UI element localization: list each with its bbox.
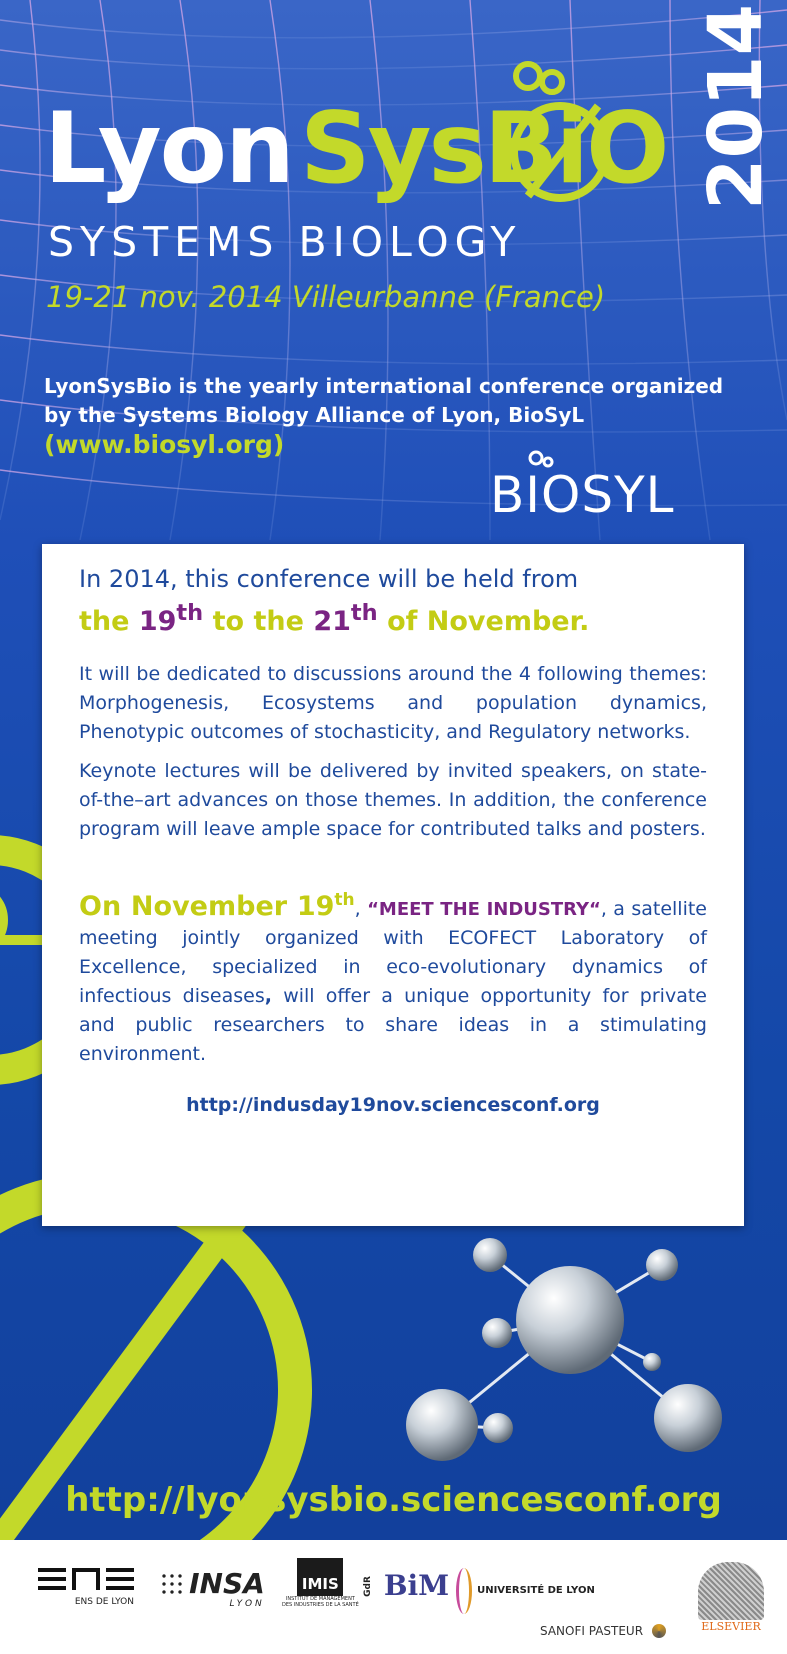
hl-day-start (138, 600, 204, 637)
industry-day-num: 19 (296, 891, 335, 922)
title-lyon: Lyon (44, 92, 293, 206)
udl-swirl-icon (456, 1568, 472, 1614)
biosyl-link[interactable]: (www.biosyl.org) (44, 430, 285, 459)
date-location: 19-21 nov. 2014 Villeurbanne (France) (46, 280, 606, 314)
imis-logo (282, 1558, 359, 1608)
sanofi-swirl-icon (652, 1624, 666, 1638)
info-card (42, 544, 744, 1226)
ens-lyon-logo (38, 1568, 134, 1607)
elsevier-logo (698, 1562, 764, 1633)
gdr-prefix: GdR (362, 1575, 373, 1597)
udl-mark: UNIVERSITÉ DE LYON (477, 1585, 595, 1596)
ens-mark-icon (38, 1568, 134, 1590)
molecule-illustration (406, 1238, 722, 1461)
intro-text (44, 372, 734, 461)
card-lead: In 2014, this conference will be held from (79, 565, 579, 593)
industry-bold-comma: , (264, 985, 272, 1007)
hl-sup-2: th (350, 600, 378, 626)
elsevier-mark: ELSEVIER (701, 1620, 761, 1633)
insa-caption: LYON (229, 1599, 265, 1609)
biosyl-logo: BIOSYL (490, 466, 675, 524)
industry-paragraph (79, 884, 707, 1069)
hl-text-3: of November. (377, 606, 590, 637)
sanofi-pasteur-logo (540, 1620, 666, 1639)
conference-website-link[interactable]: http://lyonsysbio.sciencesconf.org (65, 1480, 722, 1520)
subtitle: SYSTEMS BIOLOGY (48, 218, 522, 266)
sponsor-bar (0, 1540, 787, 1654)
ens-caption: ENS DE LYON (74, 1597, 134, 1607)
hl-num-1: 19 (138, 606, 177, 637)
sanofi-mark: SANOFI PASTEUR (540, 1624, 644, 1638)
on-november: On November (79, 891, 297, 922)
card-content (79, 564, 707, 1120)
hl-text-1: the (79, 606, 139, 637)
imis-caption-1: INSTITUT DE MANAGEMENT (285, 1596, 355, 1602)
bim-mark: BiM (383, 1569, 450, 1602)
intro-body: LyonSysBio is the yearly international conference organized by the Systems Biology Alliance of Lyon, BioSyL (44, 374, 724, 427)
imis-caption-2: DES INDUSTRIES DE LA SANTÉ (282, 1602, 359, 1608)
title-sysbio: SysBiO (300, 92, 667, 206)
industry-day-sup: th (334, 890, 355, 910)
industry-day-link[interactable]: http://indusday19nov.sciencesconf.org (186, 1094, 600, 1116)
industry-text-2: will offer a unique opportunity for private and public researchers to share ideas in a stimulating environment. (79, 985, 707, 1065)
elsevier-tree-icon (698, 1562, 764, 1620)
gdr-bim-logo (358, 1569, 450, 1602)
hl-num-2: 21 (313, 606, 351, 637)
industry-day (297, 891, 355, 922)
themes-paragraph: It will be dedicated to discussions around the 4 following themes: Morphogenesis, Ecosystems and population dynamics, Phenotypic outcomes of stochasticity, and Regulatory networks. (79, 663, 707, 743)
universite-de-lyon-logo (456, 1568, 595, 1614)
insa-dots-icon (160, 1572, 184, 1596)
hl-text-2: to the (203, 606, 314, 637)
date-highlight (79, 595, 707, 640)
meet-the-industry: “MEET THE INDUSTRY“ (367, 899, 601, 920)
industry-text-1: , a satellite meeting jointly organized with ECOFECT Laboratory of Excellence, specialized in eco-evolutionary dynamics of infectious diseases (79, 898, 707, 1007)
insa-lyon-logo (160, 1567, 265, 1609)
industry-comma: , (354, 898, 368, 920)
insa-mark: INSA (189, 1567, 265, 1600)
hl-sup-1: th (176, 600, 204, 626)
hl-day-end (313, 600, 378, 637)
keynote-paragraph: Keynote lectures will be delivered by invited speakers, on state-of-the–art advances on those themes. In addition, the conference program will leave ample space for contributed talks and posters. (79, 760, 707, 840)
imis-mark: IMIS (297, 1558, 343, 1596)
